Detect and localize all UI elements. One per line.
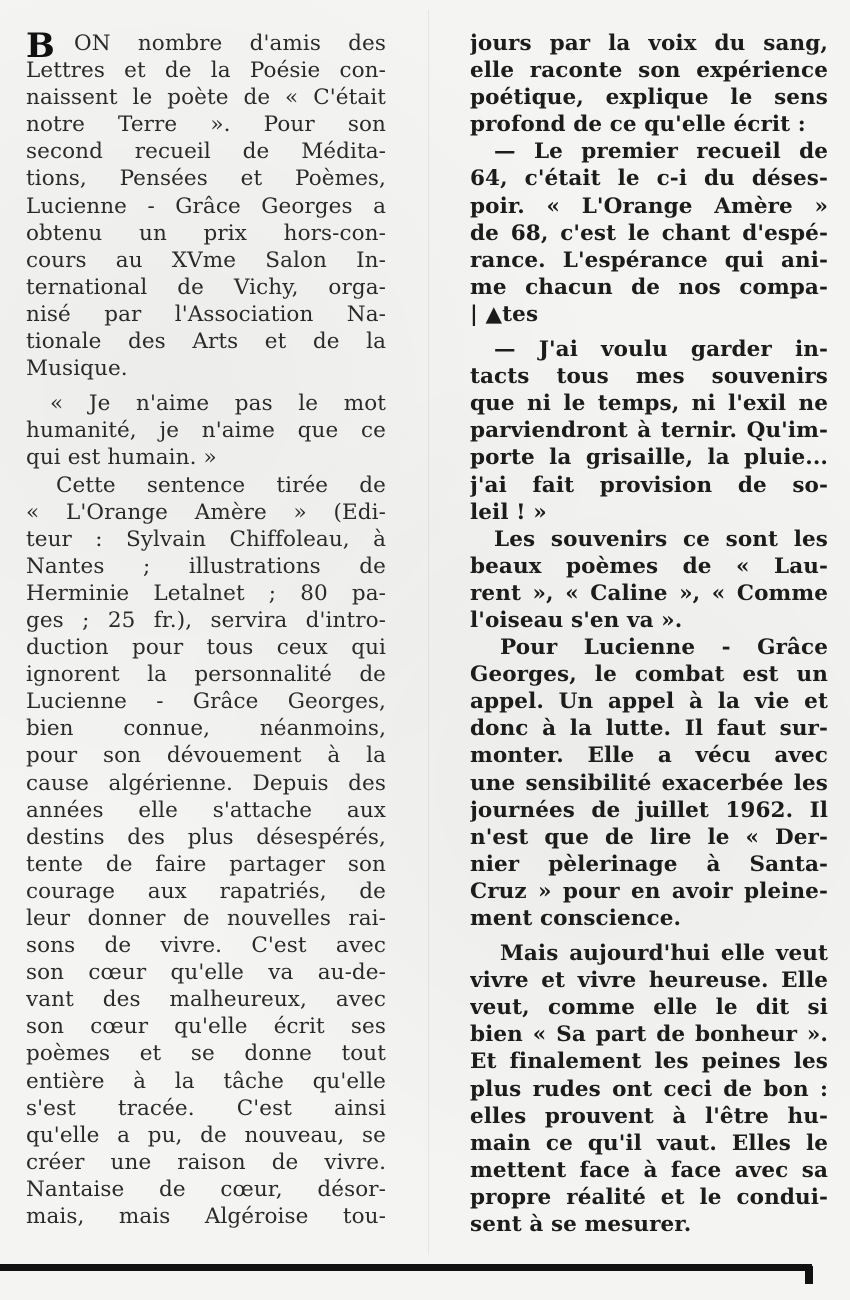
- text-line: me chacun de nos compa-: [470, 274, 828, 300]
- text-line: elles prouvent à l'être hu-: [470, 1103, 828, 1129]
- left-column: [26, 26, 386, 1230]
- text-line: Les souvenirs ce sont les: [494, 526, 828, 552]
- text-line: entière à la tâche qu'elle: [26, 1068, 386, 1094]
- text-line: destins des plus désespérés,: [26, 824, 386, 850]
- drop-cap: B: [26, 26, 55, 66]
- text-line: « L'Orange Amère » (Edi-: [26, 499, 386, 525]
- text-line: obtenu un prix hors-con-: [26, 220, 386, 246]
- text-line: naissent le poète de « C'était: [26, 85, 386, 111]
- text-line: main ce qu'il vaut. Elles le: [470, 1130, 828, 1156]
- text-line: vant des malheureux, avec: [26, 987, 386, 1013]
- text-line: porte la grisaille, la pluie...: [470, 445, 828, 471]
- text-line: nier pèlerinage à Santa-: [470, 851, 828, 877]
- text-line: — Le premier recueil de: [494, 139, 828, 165]
- text-line: mettent face à face avec sa: [470, 1157, 828, 1183]
- text-line: Pour Lucienne - Grâce: [500, 635, 828, 661]
- text-line: monter. Elle a vécu avec: [470, 743, 828, 769]
- text-line: leur donner de nouvelles rai-: [26, 906, 386, 931]
- text-line: | ▲tes: [470, 301, 539, 327]
- right-column: [470, 30, 828, 1238]
- text-line: beaux poèmes de « Lau-: [470, 553, 828, 579]
- text-line: Et finalement les peines les: [470, 1049, 828, 1075]
- text-line: créer une raison de vivre.: [26, 1149, 386, 1175]
- text-line: Cruz » pour en avoir pleine-: [470, 878, 828, 904]
- text-line: elle raconte son expérience: [470, 58, 828, 84]
- text-line: qu'elle a pu, de nouveau, se: [26, 1122, 386, 1148]
- text-line: j'ai fait provision de so-: [470, 472, 828, 498]
- text-line: poèmes et se donne tout: [26, 1041, 386, 1067]
- text-line: sent à se mesurer.: [470, 1212, 692, 1238]
- text-line: l'oiseau s'en va ».: [470, 607, 683, 633]
- text-line: rent », « Caline », « Comme: [470, 580, 828, 606]
- text-line: tionale des Arts et de la: [26, 329, 386, 355]
- text-line: cours au XVme Salon In-: [26, 247, 386, 273]
- text-line: journées de juillet 1962. Il: [470, 797, 828, 823]
- text-line: veut, comme elle le dit si: [470, 995, 828, 1021]
- text-line: Georges, le combat est un: [470, 662, 828, 688]
- text-line: sons de vivre. C'est avec: [26, 933, 386, 959]
- text-line: 64, c'était le c-i du déses-: [470, 166, 828, 192]
- text-line: pour son dévouement à la: [26, 743, 386, 769]
- paragraph-gap: [26, 382, 386, 390]
- text-line: notre Terre ». Pour son: [26, 112, 386, 138]
- text-line: ment conscience.: [470, 906, 682, 931]
- text-line: vivre et vivre heureuse. Elle: [470, 968, 828, 994]
- text-line: profond de ce qu'elle écrit :: [470, 112, 806, 138]
- text-line: Nantes ; illustrations de: [26, 553, 386, 579]
- text-line: qui est humain. »: [26, 445, 217, 471]
- text-line: courage aux rapatriés, de: [26, 878, 386, 904]
- text-line: poétique, explique le sens: [470, 85, 828, 111]
- paragraph-gap: [470, 328, 828, 336]
- text-line: Mais aujourd'hui elle veut: [500, 941, 828, 967]
- text-line: humanité, je n'aime que ce: [26, 418, 386, 444]
- text-line: Lettres et de la Poésie con-: [26, 58, 386, 84]
- text-line: — J'ai voulu garder in-: [494, 337, 828, 363]
- text-line: années elle s'attache aux: [26, 797, 386, 823]
- paragraph-gap: [470, 932, 828, 940]
- text-line: plus rudes ont ceci de bon :: [470, 1076, 828, 1102]
- text-line: Lucienne - Grâce Georges a: [26, 193, 386, 219]
- text-line: nisé par l'Association Na-: [26, 301, 386, 327]
- text-line: cause algérienne. Depuis des: [26, 770, 386, 796]
- text-line: Cette sentence tirée de: [56, 472, 386, 498]
- text-line: rance. L'espérance qui ani-: [470, 247, 828, 273]
- text-line: n'est que de lire le « Der-: [470, 824, 828, 850]
- text-line: tacts tous mes souvenirs: [470, 364, 828, 390]
- text-line: teur : Sylvain Chiffoleau, à: [26, 526, 386, 552]
- text-line: ON nombre d'amis des: [74, 31, 386, 56]
- column-divider: [428, 10, 429, 1255]
- text-line: propre réalité et le condui-: [470, 1184, 828, 1210]
- text-line: ignorent la personnalité de: [26, 662, 386, 688]
- text-line: bien connue, néanmoins,: [26, 716, 386, 742]
- text-line: Lucienne - Grâce Georges,: [26, 689, 386, 715]
- text-line: parviendront à ternir. Qu'im-: [470, 418, 828, 444]
- text-line: s'est tracée. C'est ainsi: [26, 1095, 386, 1121]
- text-line: leil ! »: [470, 499, 547, 525]
- text-line: Herminie Letalnet ; 80 pa-: [26, 580, 386, 606]
- text-line: Nantaise de cœur, désor-: [26, 1176, 386, 1202]
- text-line: Musique.: [26, 356, 128, 382]
- text-line: mais, mais Algéroise tou-: [26, 1204, 386, 1230]
- text-line: son cœur qu'elle va au-de-: [26, 960, 386, 986]
- text-line: de 68, c'est le chant d'espé-: [470, 220, 828, 246]
- bottom-rule: [0, 1264, 812, 1271]
- text-line: ternational de Vichy, orga-: [26, 274, 386, 300]
- text-line: donc à la lutte. Il faut sur-: [470, 716, 828, 742]
- text-line: tente de faire partager son: [26, 851, 386, 877]
- text-line: poir. « L'Orange Amère »: [470, 193, 828, 219]
- text-line: tions, Pensées et Poèmes,: [26, 166, 386, 192]
- text-line: ges ; 25 fr.), servira d'intro-: [26, 607, 386, 633]
- text-line: appel. Un appel à la vie et: [470, 689, 828, 715]
- text-line: « Je n'aime pas le mot: [50, 391, 386, 417]
- text-line: jours par la voix du sang,: [470, 31, 828, 56]
- text-line: que ni le temps, ni l'exil ne: [470, 391, 828, 417]
- text-line: son cœur qu'elle écrit ses: [26, 1014, 386, 1040]
- bottom-rule-tail: [805, 1266, 813, 1284]
- text-line: bien « Sa part de bonheur ».: [470, 1022, 828, 1048]
- text-line: une sensibilité exacerbée les: [470, 770, 828, 796]
- text-line: second recueil de Médita-: [26, 139, 386, 165]
- text-line: duction pour tous ceux qui: [26, 635, 386, 661]
